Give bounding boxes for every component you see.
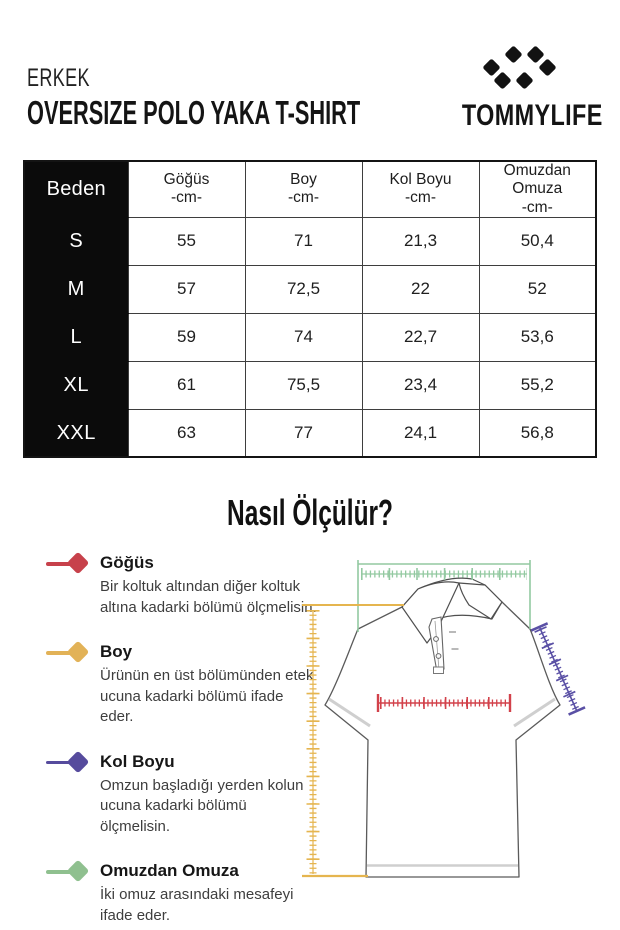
value-cell: 52 (479, 265, 596, 313)
size-cell: M (24, 265, 128, 313)
legend-title: Kol Boyu (100, 751, 175, 771)
legend-title: Omuzdan Omuza (100, 861, 239, 881)
value-cell: 72,5 (245, 265, 362, 313)
polo-measure-diagram (298, 548, 620, 893)
value-cell: 21,3 (362, 217, 479, 265)
how-to-measure-heading: Nasıl Ölçülür? (227, 492, 393, 533)
value-cell: 57 (128, 265, 245, 313)
table-row (24, 217, 596, 265)
omuzdan-omuza-diamond-icon (44, 862, 100, 882)
legend-description: İki omuz arasındaki mesafeyi ifade eder. (100, 886, 294, 924)
size-cell: XL (24, 361, 128, 409)
size-cell: XXL (24, 409, 128, 457)
value-cell: 63 (128, 409, 245, 457)
value-cell: 55,2 (479, 361, 596, 409)
header-boy: Boy -cm- (245, 161, 362, 217)
value-cell: 61 (128, 361, 245, 409)
legend-item-omuzdan-omuza (44, 861, 294, 926)
value-cell: 55 (128, 217, 245, 265)
legend-item-gogus (44, 553, 317, 618)
value-cell: 24,1 (362, 409, 479, 457)
boy-diamond-icon (44, 643, 100, 663)
legend-item-kol-boyu (44, 751, 304, 838)
table-row (24, 265, 596, 313)
table-row (24, 409, 596, 457)
value-cell: 50,4 (479, 217, 596, 265)
value-cell: 77 (245, 409, 362, 457)
header-kol-boyu: Kol Boyu -cm- (362, 161, 479, 217)
value-cell: 22 (362, 265, 479, 313)
size-cell: S (24, 217, 128, 265)
table-row (24, 313, 596, 361)
value-cell: 75,5 (245, 361, 362, 409)
legend-description: Bir koltuk altından diğer koltuk altına kadarki bölümü ölçmelisin. (100, 578, 317, 616)
gogus-diamond-icon (44, 554, 100, 574)
kol-boyu-diamond-icon (44, 753, 100, 773)
brand-logo (442, 48, 606, 133)
size-table (23, 160, 597, 458)
category-label: ERKEK (27, 64, 90, 92)
value-cell: 22,7 (362, 313, 479, 361)
value-cell: 74 (245, 313, 362, 361)
header-omuzdan-omuza: Omuzdan Omuza -cm- (479, 161, 596, 217)
product-title: OVERSIZE POLO YAKA T-SHIRT (27, 94, 361, 131)
legend-title: Göğüs (100, 553, 154, 572)
value-cell: 23,4 (362, 361, 479, 409)
brand-name: TOMMYLIFE (461, 99, 603, 132)
table-header-row (24, 161, 596, 217)
value-cell: 59 (128, 313, 245, 361)
size-cell: L (24, 313, 128, 361)
brand-diamonds-icon (483, 48, 565, 92)
legend-title: Boy (100, 642, 133, 662)
table-row (24, 361, 596, 409)
legend-description: Omzun başladığı yerden kolun ucuna kadarki bölümü ölçmelisin. (100, 776, 304, 835)
header-beden: Beden (24, 161, 128, 217)
value-cell: 53,6 (479, 313, 596, 361)
legend-item-boy (44, 642, 314, 728)
legend-description: Ürünün en üst bölümünden etek ucuna kadarki bölümü ifade eder. (100, 667, 314, 726)
polo-shirt-illustration (298, 548, 620, 893)
value-cell: 56,8 (479, 409, 596, 457)
value-cell: 71 (245, 217, 362, 265)
measure-legend (44, 553, 317, 930)
header-gogus: Göğüs -cm- (128, 161, 245, 217)
